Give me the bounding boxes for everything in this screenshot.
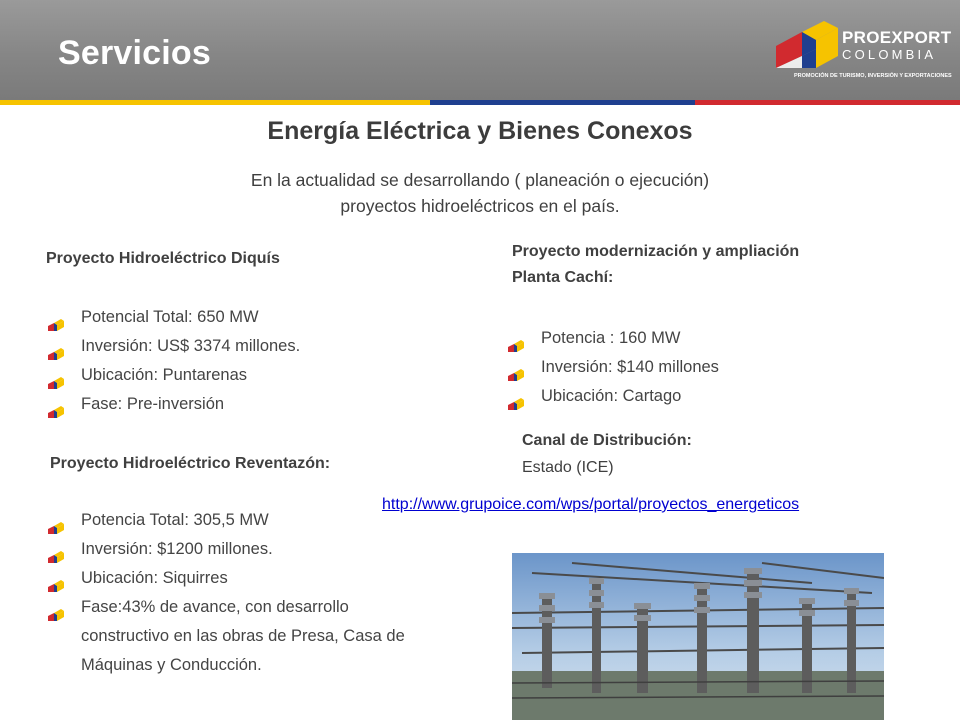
proexport-logo — [772, 16, 952, 86]
project-diquis-list — [46, 303, 300, 419]
list-item: Potencia : 160 MW — [506, 324, 719, 353]
project-cachi-list — [506, 324, 719, 411]
header-bar — [0, 0, 960, 100]
intro-line-1: En la actualidad se desarrollando ( planeación o ejecución) — [250, 170, 710, 190]
tricolor-bullet-icon — [48, 341, 64, 353]
tricolor-bullet-icon — [48, 370, 64, 382]
tricolor-bullet-icon — [48, 312, 64, 324]
tricolor-bullet-icon — [48, 573, 64, 585]
list-item: Inversión: $1200 millones. — [46, 535, 426, 564]
section-title: Energía Eléctrica y Bienes Conexos — [267, 117, 693, 145]
tricolor-bullet-icon — [508, 333, 524, 345]
electrical-substation-photo — [512, 553, 884, 720]
intro-line-2: proyectos hidroeléctricos en el país. — [340, 196, 620, 216]
tricolor-bullet-icon — [48, 544, 64, 556]
list-item: Fase:43% de avance, con desarrollo constructivo en las obras de Presa, Casa de Máquinas y Conducción. — [46, 593, 426, 680]
logo-tagline: PROMOCIÓN DE TURISMO, INVERSIÓN Y EXPORTACIONES — [794, 73, 952, 79]
list-item: Inversión: $140 millones — [506, 353, 719, 382]
tricolor-bullet-icon — [48, 602, 64, 614]
logo-name: PROEXPORT — [842, 28, 952, 47]
list-item: Fase: Pre-inversión — [46, 390, 300, 419]
red-stripe — [695, 100, 960, 105]
logo-country: COLOMBIA — [842, 47, 937, 62]
list-item: Ubicación: Cartago — [506, 382, 719, 411]
tricolor-bullet-icon — [508, 391, 524, 403]
list-item: Ubicación: Siquirres — [46, 564, 426, 593]
project-diquis-title: Proyecto Hidroeléctrico Diquís — [46, 250, 280, 267]
project-reventazon-list — [46, 506, 426, 680]
list-item: Ubicación: Puntarenas — [46, 361, 300, 390]
project-cachi-title-line-2: Planta Cachí: — [512, 269, 614, 286]
list-item: Inversión: US$ 3374 millones. — [46, 332, 300, 361]
ice-projects-link[interactable]: http://www.grupoice.com/wps/portal/proyectos_energeticos — [382, 496, 800, 513]
proexport-cube-icon — [772, 16, 842, 71]
project-reventazon-title: Proyecto Hidroeléctrico Reventazón: — [50, 455, 331, 472]
channel-title: Canal de Distribución: — [522, 432, 692, 449]
intro-text — [190, 167, 770, 219]
channel-value: Estado (ICE) — [522, 459, 614, 476]
list-item: Potencia Total: 305,5 MW — [46, 506, 426, 535]
page-title: Servicios — [58, 34, 212, 72]
yellow-stripe — [0, 100, 430, 105]
tricolor-bullet-icon — [508, 362, 524, 374]
project-cachi-title-line-1: Proyecto modernización y ampliación — [512, 243, 800, 260]
tricolor-bullet-icon — [48, 515, 64, 527]
project-cachi-title — [512, 239, 799, 291]
list-item: Potencial Total: 650 MW — [46, 303, 300, 332]
blue-stripe — [430, 100, 695, 105]
tricolor-bullet-icon — [48, 399, 64, 411]
